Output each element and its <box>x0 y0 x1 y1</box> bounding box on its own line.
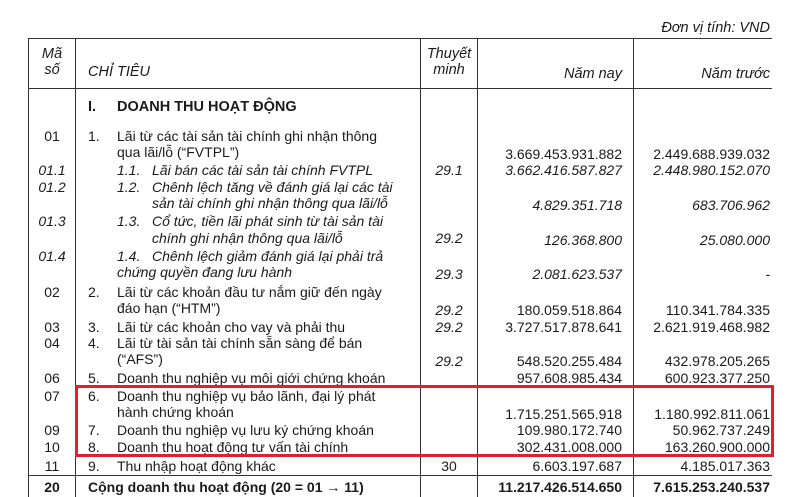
row-code: 01.1 <box>38 162 66 178</box>
row-number: 1.4. <box>117 248 141 264</box>
unit-label: Đơn vị tính: VND <box>661 20 770 36</box>
row-prior-year: 2.448.980.152.070 <box>653 162 770 178</box>
row-label: Doanh thu nghiệp vụ lưu ký chứng khoán <box>117 422 374 438</box>
row-prior-year: 2.449.688.939.032 <box>653 146 770 162</box>
row-number: 4. <box>88 335 100 351</box>
row-label: Thu nhập hoạt động khác <box>117 458 276 474</box>
row-code: 01.3 <box>38 213 66 229</box>
row-prior-year: 4.185.017.363 <box>680 458 770 474</box>
row-label: Cổ tức, tiền lãi phát sinh từ tài sản tài <box>152 213 383 229</box>
row-prior-year: 432.978.205.265 <box>664 353 770 369</box>
row-prior-year: 163.260.900.000 <box>664 439 770 455</box>
row-this-year: 4.829.351.718 <box>532 197 622 213</box>
row-number: 9. <box>88 458 100 474</box>
total-this-year: 11.217.426.514.650 <box>498 479 622 495</box>
row-number: 3. <box>88 319 100 335</box>
header-indicator: CHỈ TIÊU <box>88 64 151 80</box>
row-code: 03 <box>44 319 60 335</box>
row-label: Chênh lệch tăng về đánh giá lại các tài <box>152 179 393 195</box>
row-prior-year: 50.962.737.249 <box>672 422 770 438</box>
row-number: 6. <box>88 388 100 404</box>
row-label: chính ghi nhận thông qua lãi/lỗ <box>152 230 343 246</box>
row-prior-year: 2.621.919.468.982 <box>653 319 770 335</box>
row-this-year: 3.662.416.587.827 <box>505 162 622 178</box>
row-label: hành chứng khoán <box>117 404 234 420</box>
row-label: Lãi từ tài sản tài chính sẵn sàng để bán <box>117 335 363 351</box>
row-this-year: 109.980.172.740 <box>516 422 622 438</box>
row-code: 01.4 <box>38 248 66 264</box>
row-this-year: 548.520.255.484 <box>516 353 622 369</box>
row-label: Doanh thu nghiệp vụ bảo lãnh, đại lý phát <box>117 388 376 404</box>
row-code: 02 <box>44 284 60 300</box>
total-code: 20 <box>44 479 60 495</box>
row-code: 10 <box>44 439 60 455</box>
row-prior-year: 683.706.962 <box>692 197 770 213</box>
row-number: 1.1. <box>117 162 141 178</box>
row-prior-year: 110.341.784.335 <box>665 302 770 318</box>
row-label: Lãi bán các tài sản tài chính FVTPL <box>152 162 374 178</box>
row-note: 29.1 <box>435 162 463 178</box>
row-label: sản tài chính ghi nhận thông qua lãi/lỗ <box>152 195 388 211</box>
row-this-year: 6.603.197.687 <box>532 458 622 474</box>
row-note: 29.2 <box>435 353 463 369</box>
row-prior-year: 1.180.992.811.061 <box>654 406 770 422</box>
row-label: chứng quyền đang lưu hành <box>117 264 292 280</box>
header-code-line1: Mã <box>41 46 63 62</box>
row-prior-year: 25.080.000 <box>699 232 770 248</box>
row-label: (“AFS”) <box>117 351 163 367</box>
row-code: 07 <box>44 388 60 404</box>
row-label: Doanh thu nghiệp vụ môi giới chứng khoán <box>117 370 386 386</box>
row-prior-year: 600.923.377.250 <box>664 370 770 386</box>
row-note: 30 <box>441 458 457 474</box>
row-this-year: 2.081.623.537 <box>532 266 622 282</box>
row-number: 1.3. <box>117 213 141 229</box>
row-number: 1.2. <box>117 179 141 195</box>
row-label: Chênh lệch giảm đánh giá lại phải trả <box>152 248 384 264</box>
row-note: 29.2 <box>435 302 463 318</box>
row-label: Lãi từ các khoản cho vay và phải thu <box>117 319 346 335</box>
row-label: Lãi từ các tài sản tài chính ghi nhận thông <box>117 128 377 144</box>
header-prior-year: Năm trước <box>701 66 770 82</box>
row-note: 29.2 <box>435 319 463 335</box>
section-title: DOANH THU HOẠT ĐỘNG <box>117 99 297 115</box>
row-prior-year: - <box>765 266 770 282</box>
row-number: 1. <box>88 128 100 144</box>
total-label: Cộng doanh thu hoạt động (20 = 01 → 11) <box>88 479 364 495</box>
highlight-box <box>75 385 774 457</box>
row-note: 29.3 <box>435 266 463 282</box>
row-code: 06 <box>44 370 60 386</box>
header-this-year: Năm nay <box>563 66 622 82</box>
total-divider <box>28 475 772 476</box>
row-code: 01.2 <box>38 179 66 195</box>
total-prior-year: 7.615.253.240.537 <box>653 479 770 495</box>
row-this-year: 302.431.008.000 <box>516 439 622 455</box>
row-code: 11 <box>44 458 60 474</box>
row-number: 2. <box>88 284 100 300</box>
header-note-line1: Thuyết <box>426 46 472 62</box>
section-number: I. <box>88 99 97 115</box>
row-this-year: 126.368.800 <box>544 232 622 248</box>
row-number: 7. <box>88 422 100 438</box>
header-divider <box>28 88 772 89</box>
row-label: đáo hạn (“HTM”) <box>117 300 221 316</box>
row-number: 8. <box>88 439 100 455</box>
row-this-year: 3.669.453.931.882 <box>505 146 622 162</box>
row-label: Lãi từ các khoản đầu tư nắm giữ đến ngày <box>117 284 382 300</box>
row-this-year: 180.059.518.864 <box>516 302 622 318</box>
header-code-line2: số <box>44 62 60 78</box>
row-this-year: 957.608.985.434 <box>516 370 622 386</box>
row-code: 04 <box>44 335 60 351</box>
row-this-year: 1.715.251.565.918 <box>505 406 622 422</box>
row-label: Doanh thu hoạt động tư vấn tài chính <box>117 439 349 455</box>
row-note: 29.2 <box>435 230 463 246</box>
header-note-line2: minh <box>433 62 465 78</box>
row-this-year: 3.727.517.878.641 <box>505 319 622 335</box>
row-code: 01 <box>44 128 60 144</box>
row-code: 09 <box>44 422 60 438</box>
row-label: qua lãi/lỗ (“FVTPL”) <box>117 144 240 160</box>
row-number: 5. <box>88 370 100 386</box>
